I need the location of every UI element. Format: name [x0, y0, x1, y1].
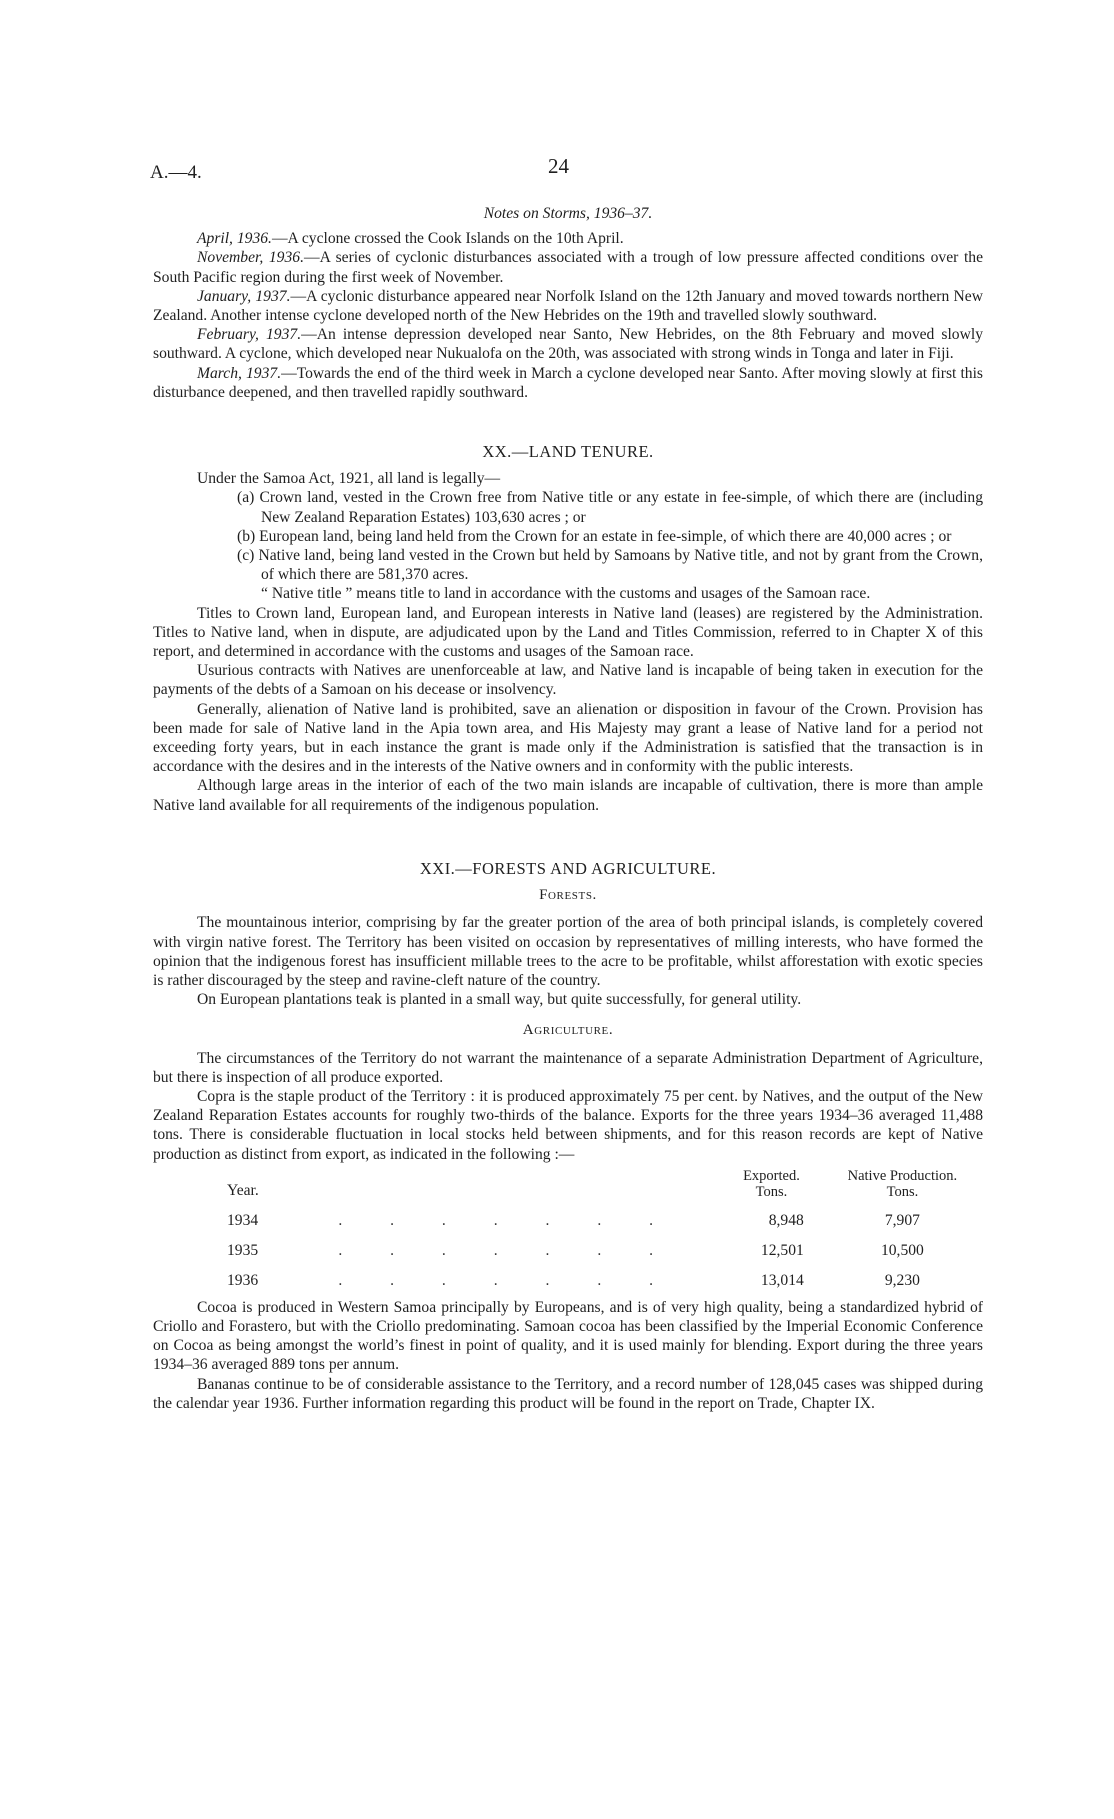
header-year: Year. [227, 1181, 259, 1199]
land-paragraph: Generally, alienation of Native land is prohibited, save an alienation or disposition in favour of the Crown. Provision has been made for sale of Native land in the Apia town area, and His Majesty may grant a lease of Native land for a period not exceeding forty years, but in each instance the grant is made only if the Administration is satisfied that the transaction is in accordance with the desires and in the interests of the Native owners and in conformity with the public interests. [153, 700, 983, 776]
leader-dots: . . . . . . . [338, 1211, 676, 1229]
cell-year: 1934 [227, 1211, 259, 1229]
cell-exported: 8,948 [768, 1211, 804, 1229]
storm-date: March, 1937. [197, 364, 282, 382]
forests-subheading: Forests. [539, 887, 597, 904]
land-paragraph: Titles to Crown land, European land, and European interests in Native land (leases) are registered by the Administration. Titles to Native land, when in dispute, are adjudicated upon by the Land and Titles Commission, referred to in Chapter X of this report, and determined in accordance with the customs and usages of the Samoan race. [153, 604, 983, 661]
cell-exported: 13,014 [760, 1271, 804, 1289]
leader-dots: . . . . . . . [338, 1241, 676, 1259]
cell-exported: 12,501 [760, 1241, 804, 1259]
agriculture-paragraph: The circumstances of the Territory do not warrant the maintenance of a separate Administration Department of Agriculture, but there is inspection of all produce exported. [153, 1049, 983, 1086]
document-body [153, 204, 983, 1413]
cell-year: 1935 [227, 1241, 259, 1259]
land-intro: Under the Samoa Act, 1921, all land is legally— [197, 470, 501, 488]
land-tenure-heading: XX.—LAND TENURE. [482, 442, 654, 462]
storm-entry [153, 325, 983, 363]
land-item-native: (c) Native land, being land vested in the Crown but held by Samoans by Native title, and not by grant from the Crown, of which there are 581,370 acres. [237, 547, 983, 584]
land-item-crown: (a) Crown land, vested in the Crown free from Native title or any estate in fee-simple, of which there are (including New Zealand Reparation Estates) 103,630 acres ; or [237, 489, 983, 526]
storm-date: January, 1937. [197, 287, 291, 305]
table-row [153, 1200, 983, 1230]
land-paragraph: Usurious contracts with Natives are unenforceable at law, and Native land is incapable of being taken in execution for the payments of the debts of a Samoan on his decease or insolvency. [153, 662, 983, 699]
storm-date: April, 1936. [197, 230, 272, 248]
storm-text: —A series of cyclonic disturbances associated with a trough of low pressure affected conditions over the South Pacific region during the first week of November. [153, 249, 983, 286]
cell-native: 9,230 [884, 1271, 920, 1289]
storm-text: —Towards the end of the third week in March a cyclone developed near Santo. After moving slowly at first this disturbance deepened, and then travelled rapidly southward. [153, 364, 983, 401]
table-header-row [153, 1168, 983, 1200]
land-paragraph: Although large areas in the interior of each of the two main islands are incapable of cultivation, there is more than ample Native land available for all requirements of the indigenous population. [153, 777, 983, 814]
header-native-label: Native Production. [847, 1167, 958, 1184]
storm-entry [153, 248, 983, 286]
cell-native: 10,500 [880, 1241, 924, 1259]
forest-paragraph: The mountainous interior, comprising by far the greater portion of the area of both principal islands, is completely covered with virgin native forest. The Territory has been visited on occasion by representatives of milling interests, who have formed the opinion that the indigenous forest has insufficient millable trees to the acre to be profitable, whilst afforestation with exotic species is rather discouraged by the steep and ravine-cleft nature of the country. [153, 914, 983, 989]
storm-entry [153, 229, 983, 248]
cell-native: 7,907 [884, 1211, 920, 1229]
storm-entry [153, 364, 983, 402]
storms-title: Notes on Storms, 1936–37. [483, 205, 653, 222]
forests-agriculture-heading: XXI.—FORESTS AND AGRICULTURE. [419, 858, 717, 878]
leader-dots: . . . . . . . [338, 1271, 676, 1289]
storm-text: —An intense depression developed near Santo, New Hebrides, on the 8th February and moved slowly southward. A cyclone, which developed near Nukualofa on the 20th, was associated with strong winds in Tonga and later in Fiji. [153, 326, 983, 363]
header-exported-label: Exported. [743, 1167, 800, 1184]
cell-year: 1936 [227, 1271, 259, 1289]
storm-date: November, 1936. [197, 249, 304, 267]
header-native [822, 1168, 983, 1200]
bananas-paragraph: Bananas continue to be of considerable assistance to the Territory, and a record number of 128,045 cases was shipped during the calendar year 1936. Further information regarding this product will be found in the report on Trade, Chapter IX. [153, 1375, 983, 1412]
document-reference: A.—4. [150, 162, 202, 183]
storm-date: February, 1937. [197, 326, 302, 344]
agriculture-paragraph: Copra is the staple product of the Territory : it is produced approximately 75 per cent. by Natives, and the output of the New Zealand Reparation Estates accounts for roughly two-thirds of the balance. Exports for the three years 1934–36 averaged 11,488 tons. There is considerable fluctuation in local stocks held between shipments, and for this reason records are kept of Native production as distinct from export, as indicated in the following :— [153, 1087, 983, 1163]
agriculture-subheading: Agriculture. [522, 1022, 614, 1039]
storm-entry [153, 287, 983, 325]
header-native-unit: Tons. [886, 1183, 919, 1200]
table-row [153, 1230, 983, 1260]
table-row [153, 1260, 983, 1290]
storm-text: —A cyclone crossed the Cook Islands on the 10th April. [271, 230, 624, 248]
cocoa-paragraph: Cocoa is produced in Western Samoa principally by Europeans, and is of very high quality, being a standardized hybrid of Criollo and Forastero, but with the Criollo predominating. Samoan cocoa has been classified by the Imperial Economic Conference on Cocoa as being amongst the world’s finest in point of quality, and it is used mainly for blending. Export during the three years 1934–36 averaged 889 tons per annum. [153, 1298, 983, 1374]
page-number: 24 [548, 154, 569, 178]
native-title-definition: “ Native title ” means title to land in accordance with the customs and usages of the Samoan race. [261, 585, 871, 603]
forest-paragraph: On European plantations teak is planted in a small way, but quite successfully, for general utility. [197, 991, 802, 1009]
storm-text: —A cyclonic disturbance appeared near Norfolk Island on the 12th January and moved towards northern New Zealand. Another intense cyclone developed north of the New Hebrides on the 19th and travelled slowly southward. [153, 287, 983, 325]
header-exported-unit: Tons. [755, 1183, 788, 1200]
copra-production-table [153, 1168, 983, 1290]
land-item-european: (b) European land, being land held from the Crown for an estate in fee-simple, of which there are 40,000 acres ; or [237, 527, 952, 545]
header-exported [721, 1168, 822, 1200]
